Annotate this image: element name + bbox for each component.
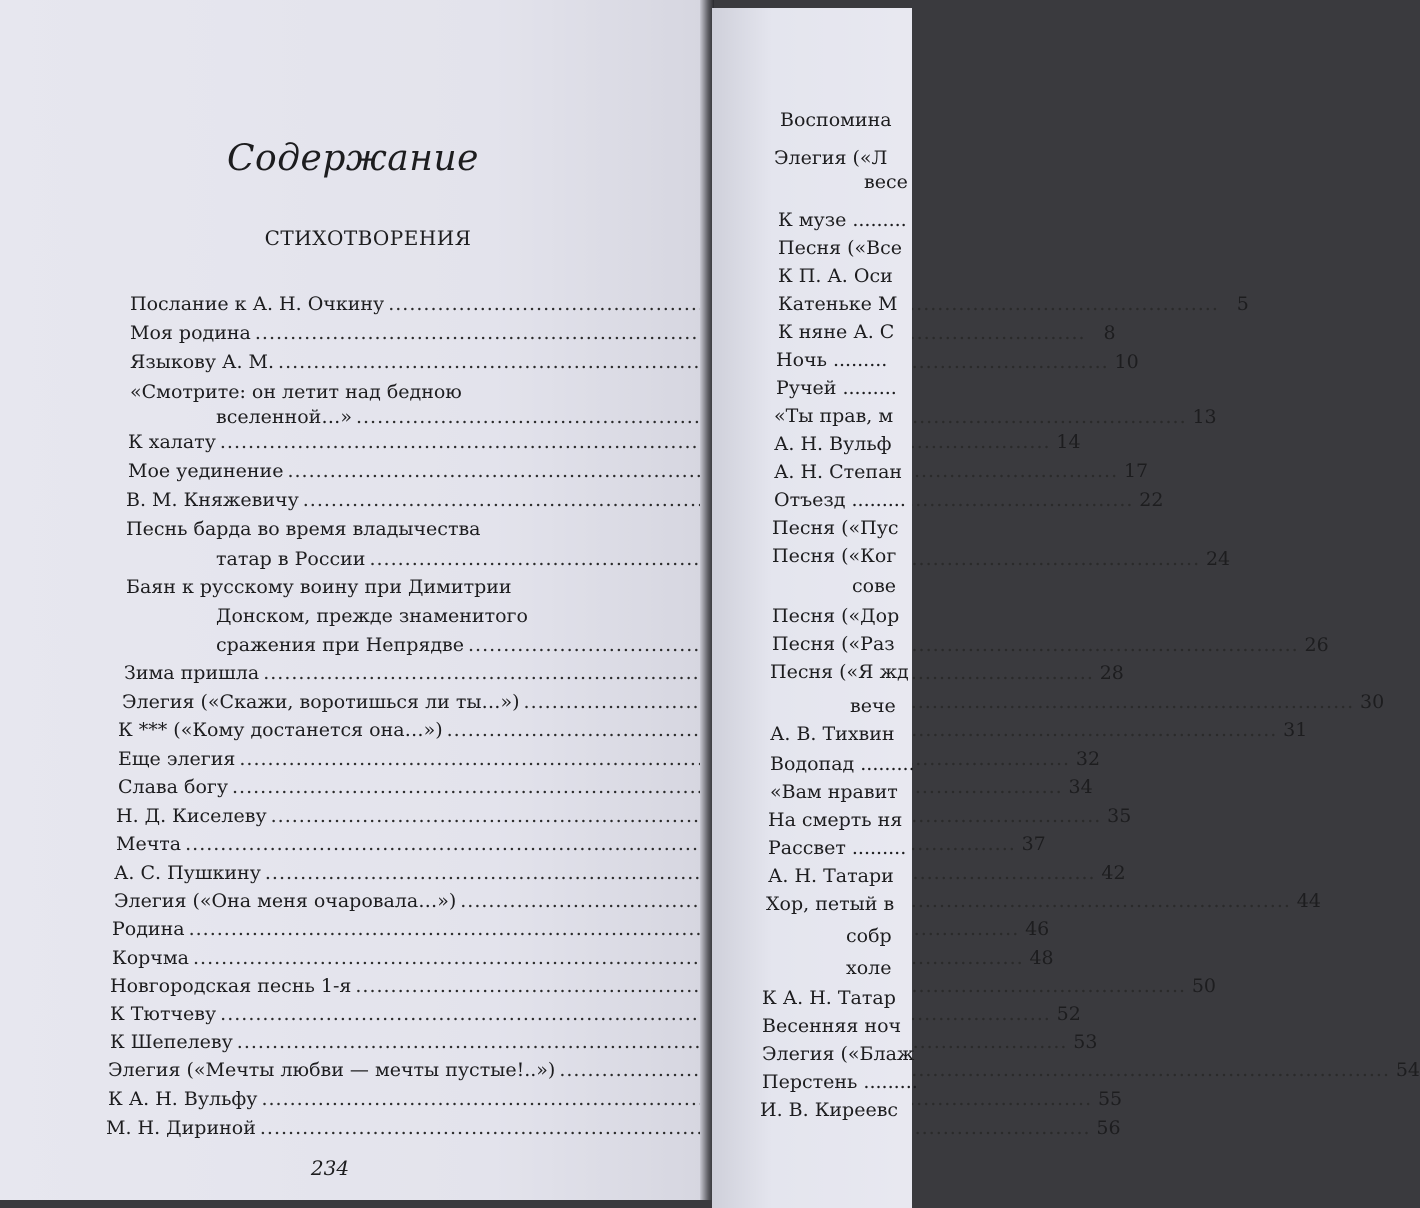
toc-entry-title: Мое уединение — [128, 460, 284, 482]
right-page-line: Элегия («Л — [774, 147, 888, 169]
toc-page-number: 32 — [1075, 748, 1101, 770]
toc-page-number: 30 — [1360, 691, 1385, 713]
right-page-line: холе — [846, 957, 892, 979]
toc-entry-title: Родина — [112, 918, 185, 940]
toc-page-number: 53 — [1073, 1031, 1098, 1053]
right-page-line: «Вам нравит — [770, 781, 898, 803]
page-number: 234 — [310, 1156, 350, 1180]
toc-entry-title: Песнь барда во время владычества — [126, 518, 481, 540]
right-page-line: Ночь ......... — [776, 349, 888, 371]
right-page-line: Песня («Я жд — [770, 661, 909, 683]
toc-entry-title: Корчма — [112, 947, 189, 969]
right-page-line: И. В. Киреевс — [760, 1099, 899, 1121]
right-page-line: Рассвет ......... — [768, 837, 907, 859]
toc-page-number: 35 — [1107, 805, 1132, 827]
toc-page-number: 26 — [1304, 634, 1329, 656]
leader-dots — [220, 1000, 1051, 1028]
toc-page-number: 17 — [1123, 460, 1149, 482]
right-page-line: А. Н. Степан — [774, 461, 903, 483]
right-page-line: сове — [852, 575, 897, 597]
toc-entry-title: Еще элегия — [118, 748, 236, 770]
toc-entry-title: К халату — [128, 431, 216, 453]
leader-dots — [263, 659, 1094, 687]
toc-page-number: 10 — [1114, 351, 1139, 373]
toc-entry-title: К Тютчеву — [110, 1003, 217, 1025]
toc-entry-title-continuation: сражения при Непрядве — [216, 634, 465, 656]
toc-entry-title: Зима пришла — [124, 662, 260, 684]
right-page-line: К няне А. С — [778, 321, 895, 343]
leader-dots — [261, 1085, 1092, 1113]
toc-page-number: 22 — [1139, 489, 1164, 511]
toc-entry-title-continuation: вселенной…» — [216, 406, 352, 428]
right-page-line: Песня («Дор — [772, 605, 900, 627]
toc-page-number: 44 — [1296, 890, 1321, 912]
right-page-line: Песня («Раз — [772, 633, 895, 655]
toc-entry-title: В. М. Княжевичу — [126, 489, 299, 511]
right-page-line: Хор, петый в — [766, 893, 895, 915]
right-page-line: А. Н. Татари — [768, 865, 894, 887]
toc-entry-title: Мечта — [116, 833, 182, 855]
toc-page-number: 24 — [1205, 548, 1231, 570]
right-page-line: Воспомина — [780, 109, 892, 131]
right-page-line: К А. Н. Татар — [762, 987, 896, 1009]
page-title: Содержание — [227, 138, 479, 179]
toc-entry-title: Элегия («Мечты любви — мечты пустые!..») — [108, 1059, 556, 1081]
leader-dots — [237, 1028, 1068, 1056]
toc-entry-title: М. Н. Дириной — [106, 1117, 256, 1139]
right-page-line: К музе ......... — [778, 209, 907, 231]
right-page-line: «Ты прав, м — [774, 405, 894, 427]
toc-entry-title: Элегия («Она меня очаровала…») — [114, 890, 457, 912]
leader-dots — [265, 859, 1096, 887]
toc-entry-title: Элегия («Скажи, воротишься ли ты…») — [122, 691, 520, 713]
right-page-line: Весенняя ноч — [762, 1015, 902, 1037]
toc-entry-title: Послание к А. Н. Очкину — [130, 293, 385, 315]
toc-entry-title: Баян к русскому воину при Димитрии — [126, 576, 512, 598]
toc-page-number: 48 — [1029, 947, 1054, 969]
leader-dots — [271, 802, 1102, 830]
leader-dots — [559, 1056, 1390, 1084]
leader-dots — [524, 688, 1355, 716]
toc-entry — [106, 1114, 1121, 1142]
leader-dots — [220, 428, 1051, 456]
toc-page-number: 13 — [1192, 406, 1217, 428]
right-page-line: На смерть ня — [768, 809, 903, 831]
toc-entry-title-continuation: Донском, прежде знаменитого — [216, 605, 528, 627]
right-book-page — [712, 8, 918, 1208]
right-page-line: Перстень ......... — [762, 1071, 918, 1093]
toc-page-number: 55 — [1097, 1088, 1123, 1110]
toc-page-number: 31 — [1283, 719, 1308, 741]
right-page-line: Песня («Пус — [772, 517, 899, 539]
toc-entry-title: К А. Н. Вульфу — [108, 1088, 258, 1110]
leader-dots — [278, 348, 1109, 376]
toc-page-number: 54 — [1395, 1059, 1420, 1081]
right-page-line: собр — [846, 925, 892, 947]
right-page-line: Водопад ......... — [770, 753, 915, 775]
right-page-line: К П. А. Оси — [778, 265, 893, 287]
right-page-line: весе — [864, 171, 908, 193]
leader-dots — [260, 1114, 1091, 1142]
toc-page-number: 50 — [1191, 975, 1217, 997]
right-page-line: А. В. Тихвин — [770, 723, 895, 745]
toc-page-number: 5 — [1236, 293, 1249, 315]
right-page-line: Отъезд ......... — [774, 489, 906, 511]
toc-entry-title: «Смотрите: он летит над бедною — [130, 381, 462, 403]
toc-page-number: 34 — [1068, 776, 1093, 798]
leader-dots — [239, 745, 1070, 773]
toc-page-number: 14 — [1056, 431, 1081, 453]
right-page-line: Песня («Все — [778, 237, 903, 259]
right-page-line: вече — [850, 695, 896, 717]
toc-page-number: 8 — [1103, 322, 1116, 344]
right-page-line: Катеньке М — [778, 293, 898, 315]
toc-page-number: 37 — [1021, 833, 1046, 855]
toc-entry-title: Н. Д. Киселеву — [116, 805, 267, 827]
toc-entry-title: Новгородская песнь 1-я — [110, 975, 352, 997]
toc-entry-title: Слава богу — [118, 776, 229, 798]
toc-entry-title: К Шепелеву — [110, 1031, 233, 1053]
toc-entry-title: А. С. Пушкину — [114, 862, 261, 884]
right-page-line: Элегия («Блаж — [762, 1043, 915, 1065]
toc-page-number: 56 — [1096, 1117, 1121, 1139]
toc-entry-title-continuation: татар в России — [216, 548, 366, 570]
section-heading: СТИХОТВОРЕНИЯ — [264, 226, 472, 250]
leader-dots — [232, 773, 1063, 801]
right-page-line: А. Н. Вульф — [774, 433, 892, 455]
toc-entry-title: Языкову А. М. — [130, 351, 275, 373]
right-page-line: Песня («Ког — [772, 545, 897, 567]
toc-entry-title: Моя родина — [130, 322, 251, 344]
toc-page-number: 52 — [1056, 1003, 1081, 1025]
toc-page-number: 28 — [1099, 662, 1124, 684]
toc-page-number: 46 — [1025, 918, 1050, 940]
right-page-line: Ручей ......... — [776, 377, 897, 399]
toc-page-number: 42 — [1101, 862, 1126, 884]
toc-entry-title: К *** («Кому достанется она…») — [118, 719, 443, 741]
leader-dots — [255, 319, 1086, 347]
